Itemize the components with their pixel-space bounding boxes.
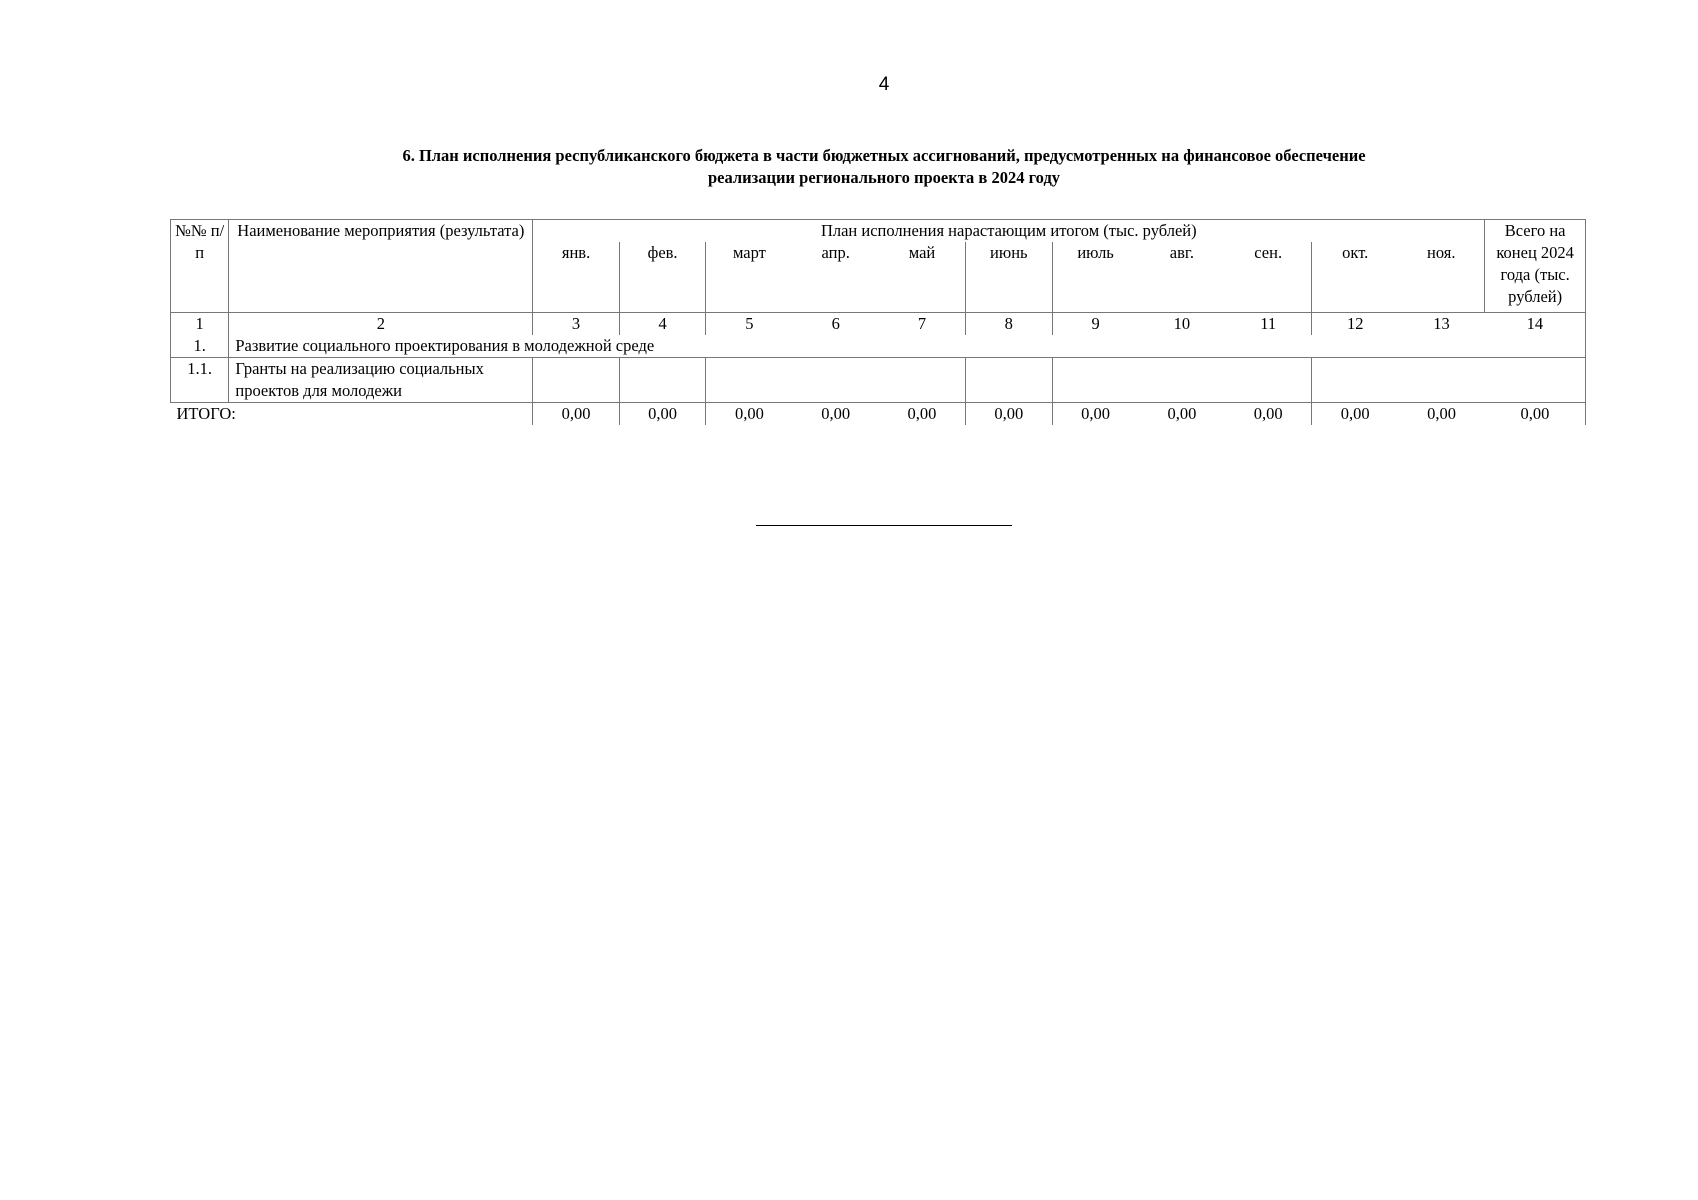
item-cell — [1052, 358, 1139, 403]
header-month-may: май — [908, 243, 936, 262]
total-value: 0,00 — [792, 403, 879, 426]
colnum-10: 10 — [1139, 313, 1226, 336]
item-name: Гранты на реализацию социальных проектов для молодежи — [229, 358, 533, 403]
header-row-group — [171, 220, 1586, 243]
total-value: 0,00 — [966, 403, 1053, 426]
total-row — [171, 403, 1586, 426]
total-value: 0,00 — [1225, 403, 1312, 426]
header-col-num: №№ п/п — [171, 220, 229, 313]
document-title — [300, 145, 1468, 189]
item-cell — [792, 358, 879, 403]
budget-plan-table — [170, 219, 1586, 425]
item-num: 1.1. — [171, 358, 229, 403]
header-month-jun: июнь — [966, 242, 1053, 313]
item-cell — [706, 358, 793, 403]
item-cell — [966, 358, 1053, 403]
header-month-oct: окт. — [1312, 242, 1399, 313]
colnum-4: 4 — [619, 313, 706, 336]
header-month-nov: ноя. — [1427, 243, 1456, 262]
header-month-jul: июль — [1052, 242, 1139, 313]
item-cell — [879, 358, 966, 403]
item-cell — [1398, 358, 1485, 403]
colnum-9: 9 — [1052, 313, 1139, 336]
colnum-11: 11 — [1225, 313, 1312, 336]
section-num: 1. — [171, 335, 229, 358]
colnum-2: 2 — [229, 313, 533, 336]
total-value: 0,00 — [619, 403, 706, 426]
colnum-6: 6 — [792, 313, 879, 336]
colnum-14: 14 — [1485, 313, 1586, 336]
item-cell — [1312, 358, 1399, 403]
item-row — [171, 358, 1586, 403]
colnum-1: 1 — [171, 313, 229, 336]
item-cell — [1139, 358, 1226, 403]
page-number: 4 — [878, 74, 890, 95]
item-cell — [619, 358, 706, 403]
closing-rule-line — [756, 525, 1012, 526]
header-month-feb: фев. — [619, 242, 706, 313]
section-row — [171, 335, 1586, 358]
title-line-1: 6. План исполнения республиканского бюджета в части бюджетных ассигнований, предусмотренных на финансовое обеспечение — [402, 146, 1366, 165]
total-value: 0,00 — [1139, 403, 1226, 426]
colnum-13: 13 — [1398, 313, 1485, 336]
section-name: Развитие социального проектирования в молодежной среде — [229, 335, 1586, 358]
total-value: 0,00 — [1312, 403, 1399, 426]
total-value: 0,00 — [1485, 403, 1586, 426]
total-value: 0,00 — [706, 403, 793, 426]
colnum-8: 8 — [966, 313, 1053, 336]
item-cell — [533, 358, 620, 403]
header-col-name: Наименование мероприятия (результата) — [229, 220, 533, 313]
header-col-total: Всего на конец 2024 года (тыс. рублей) — [1485, 220, 1586, 313]
title-line-2: реализации регионального проекта в 2024 году — [707, 168, 1061, 187]
total-value: 0,00 — [533, 403, 620, 426]
total-label: ИТОГО: — [171, 403, 533, 426]
colnum-5: 5 — [706, 313, 793, 336]
header-plan-group: План исполнения нарастающим итогом (тыс. рублей) — [533, 220, 1485, 243]
colnum-3: 3 — [533, 313, 620, 336]
header-month-jan: янв. — [533, 242, 620, 313]
header-month-mar: март — [706, 242, 793, 313]
item-cell — [1485, 358, 1586, 403]
header-month-sep: сен. — [1254, 243, 1283, 262]
total-value: 0,00 — [1398, 403, 1485, 426]
total-value: 0,00 — [879, 403, 966, 426]
column-numbers-row — [171, 313, 1586, 336]
colnum-7: 7 — [879, 313, 966, 336]
header-month-apr: апр. — [821, 243, 850, 262]
item-cell — [1225, 358, 1312, 403]
header-month-aug: авг. — [1169, 243, 1194, 262]
total-value: 0,00 — [1052, 403, 1139, 426]
colnum-12: 12 — [1312, 313, 1399, 336]
